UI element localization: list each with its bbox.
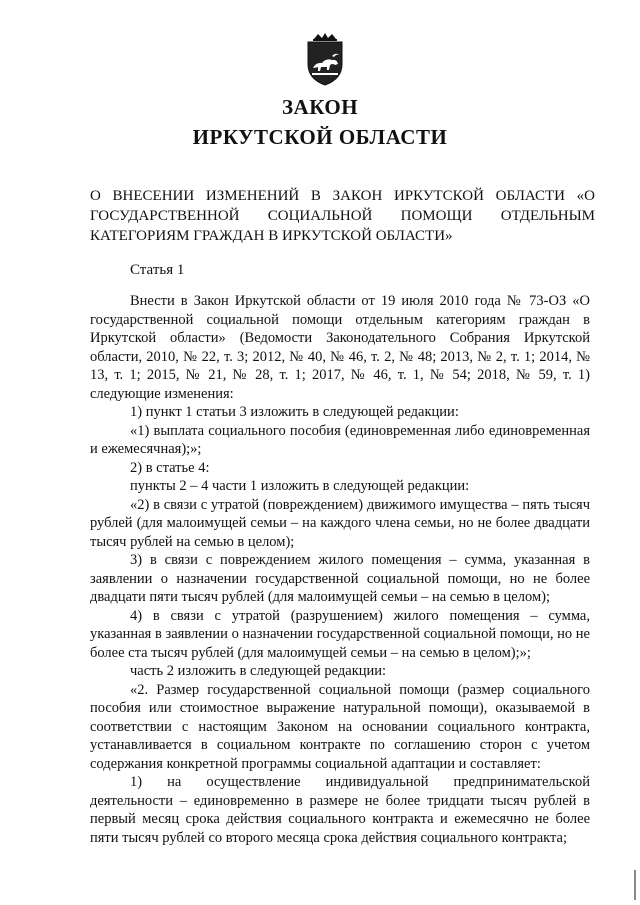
document-subtitle: ИРКУТСКОЙ ОБЛАСТИ <box>192 125 448 149</box>
paragraph: «1) выплата социального пособия (единовременная либо единовременная и ежемесячная);»; <box>90 422 590 457</box>
document-body <box>90 292 590 847</box>
paragraph: часть 2 изложить в следующей редакции: <box>130 663 387 679</box>
document-title: ЗАКОН <box>281 95 359 119</box>
article-number: Статья 1 <box>130 262 185 278</box>
paragraph: «2. Размер государственной социальной помощи (размер социального пособия или стоимостное выражение натуральной помощи), оказываемой в соответствии с настоящим Законом на основании социального контракта, устанавливается в социальном контракте по соглашению сторон с учетом содержания конкретной программы социальной адаптации и составляет: <box>90 681 590 772</box>
paragraph: пункты 2 – 4 части 1 изложить в следующей редакции: <box>130 478 470 494</box>
paragraph: «2) в связи с утратой (повреждением) движимого имущества – пять тысяч рублей (для малоимущей семьи – на каждого члена семьи, но не более двадцати тысяч рублей на семью в целом); <box>90 496 590 550</box>
paragraph: 4) в связи с утратой (разрушением) жилого помещения – сумма, указанная в заявлении о назначении государственной социальной помощи, но не более ста тысяч рублей (для малоимущей семьи – на семью в целом);»; <box>90 607 590 661</box>
paragraph: 1) пункт 1 статьи 3 изложить в следующей редакции: <box>130 404 459 420</box>
coat-of-arms-icon <box>302 32 348 86</box>
law-heading: О ВНЕСЕНИИ ИЗМЕНЕНИЙ В ЗАКОН ИРКУТСКОЙ ОБЛАСТИ «О ГОСУДАРСТВЕННОЙ СОЦИАЛЬНОЙ ПОМОЩИ ОТДЕЛЬНЫМ КАТЕГОРИЯМ ГРАЖДАН В ИРКУТСКОЙ ОБЛАСТИ» <box>90 188 595 244</box>
paragraph: 2) в статье 4: <box>130 459 210 476</box>
paragraph: Внести в Закон Иркутской области от 19 июля 2010 года № 73-ОЗ «О государственной социальной помощи отдельным категориям граждан в Иркутской области» (Ведомости Законодательного Собрания Иркутской области, 2010, № 22, т. 3; 2012, № 40, № 46, т. 2, № 48; 2013, № 2, т. 1; 2014, № 13, т. 1; 2015, № 21, № 28, т. 1; 2017, № 46, т. 1, № 54; 2018, № 59, т. 1) следующие изменения: <box>90 293 590 402</box>
paragraph: 1) на осуществление индивидуальной предпринимательской деятельности – единовременно в размере не более тридцати тысяч рублей в первый месяц срока действия социального контракта и ежемесячно не более пяти тысяч рублей со второго месяца срока действия социального контракта; <box>90 774 590 846</box>
paragraph: 3) в связи с повреждением жилого помещения – сумма, указанная в заявлении о назначении государственной социальной помощи, но не более двадцати пяти тысяч рублей (для малоимущей семьи – на семью в целом); <box>90 552 590 605</box>
scan-margin-mark <box>634 870 636 900</box>
